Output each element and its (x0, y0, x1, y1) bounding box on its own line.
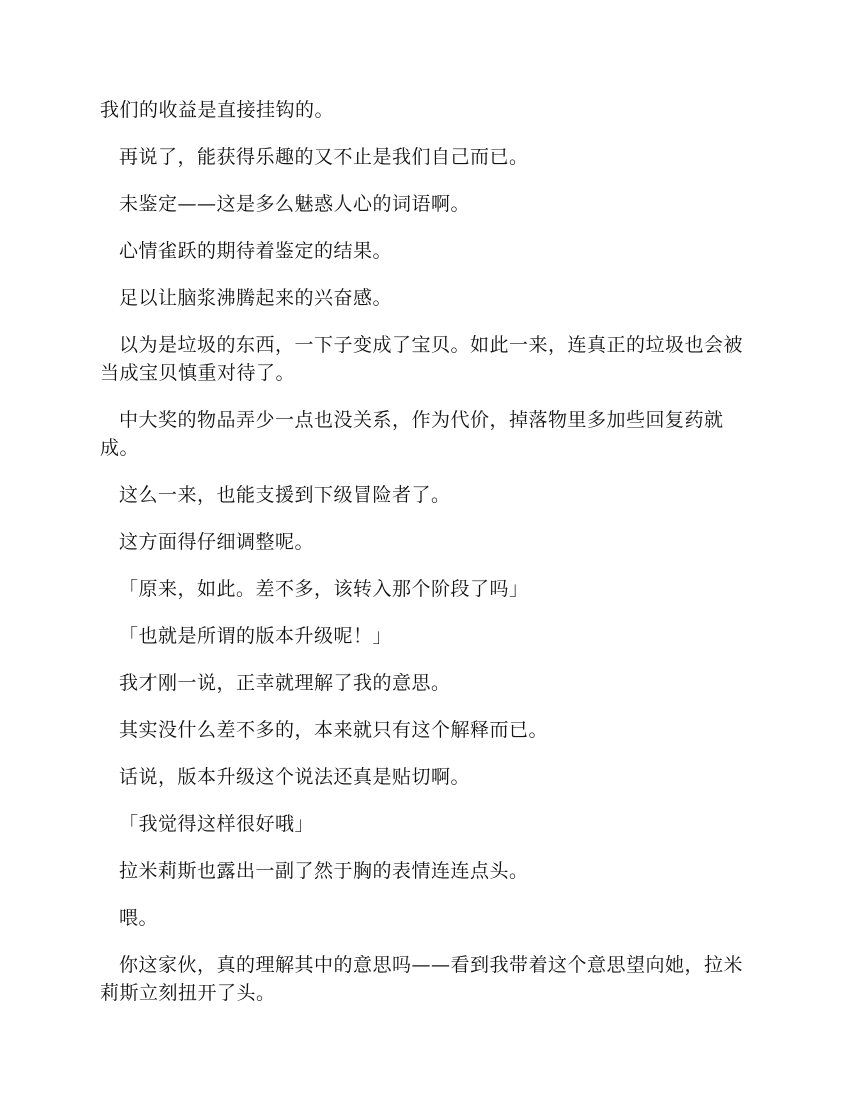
dialogue-3: 「我觉得这样很好哦」 (119, 813, 315, 835)
paragraph-18: 你这家伙，真的理解其中的意思吗——看到我带着这个意思望向她，拉米莉斯立刻扭开了头。 (100, 954, 744, 1004)
paragraph-1: 我们的收益是直接挂钩的。 (100, 99, 335, 121)
paragraph-17: 喂。 (119, 907, 159, 929)
paragraph-8: 这么一来，也能支援到下级冒险者了。 (119, 484, 451, 506)
dialogue-1: 「原来，如此。差不多，该转入那个阶段了吗」 (119, 578, 529, 600)
paragraph-2: 再说了，能获得乐趣的又不止是我们自己而已。 (119, 146, 529, 168)
paragraph-3: 未鉴定——这是多么魅惑人心的词语啊。 (119, 193, 471, 215)
paragraph-9: 这方面得仔细调整呢。 (119, 531, 315, 553)
paragraph-5: 足以让脑浆沸腾起来的兴奋感。 (119, 287, 393, 309)
paragraph-16: 拉米莉斯也露出一副了然于胸的表情连连点头。 (119, 860, 529, 882)
paragraph-6: 以为是垃圾的东西，一下子变成了宝贝。如此一来，连真正的垃圾也会被当成宝贝慎重对待了。 (100, 334, 744, 384)
dialogue-2: 「也就是所谓的版本升级呢！」 (119, 625, 393, 647)
paragraph-4: 心情雀跃的期待着鉴定的结果。 (119, 240, 393, 262)
paragraph-7: 中大奖的物品弄少一点也没关系，作为代价，掉落物里多加些回复药就成。 (100, 409, 724, 459)
paragraph-14: 话说，版本升级这个说法还真是贴切啊。 (119, 766, 471, 788)
paragraph-12: 我才刚一说，正幸就理解了我的意思。 (119, 672, 451, 694)
body-text (100, 96, 752, 1026)
paragraph-13: 其实没什么差不多的，本来就只有这个解释而已。 (119, 719, 549, 741)
